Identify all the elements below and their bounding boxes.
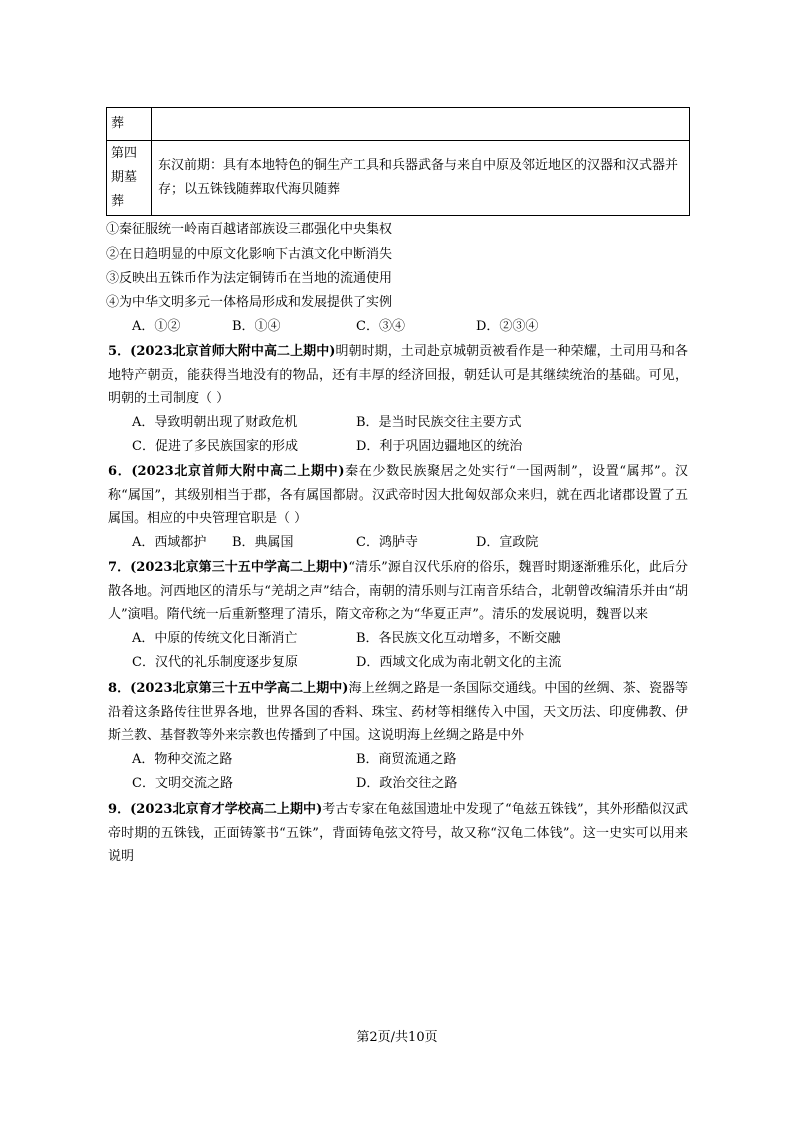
q8-option-d[interactable]: D．政治交往之路 — [356, 776, 458, 791]
tomb-period-table — [106, 107, 690, 216]
question-6 — [108, 460, 688, 531]
table-row — [107, 141, 690, 216]
question-7-text: “清乐”源自汉代乐府的俗乐，魏晋时期逐渐雅乐化，此后分散各地。河西地区的清乐与“羌胡之声”结合，南朝的清乐则与江南音乐结合，北朝曾改编清乐并由“胡人”演唱。隋代统一后重新整理了清乐，隋文帝称之为“华夏正声”。清乐的发展说明，魏晋以来 — [108, 560, 688, 623]
q7-option-c[interactable]: C．汉代的礼乐制度逐步复原 — [132, 655, 298, 670]
q7-option-d[interactable]: D．西域文化成为南北朝文化的主流 — [356, 655, 562, 670]
question-6-text: 秦在少数民族聚居之处实行“一国两制”，设置“属邦”。汉称“属国”，其级别相当于郡，各有属国都尉。汉武帝时因大批匈奴部众来归，就在西北诸郡设置了五属国。相应的中央管理官职是（ ） — [108, 464, 688, 527]
q4-option-b[interactable]: B．①④ — [232, 319, 281, 334]
question-9-source: 9．(2023北京育才学校高二上期中) — [108, 802, 323, 817]
q5-option-d[interactable]: D．利于巩固边疆地区的统治 — [356, 439, 523, 454]
question-6-source: 6．(2023北京首师大附中高二上期中) — [108, 464, 345, 479]
question-5 — [108, 340, 688, 411]
question-8 — [108, 677, 688, 748]
question-5-text: 明朝时期，土司赴京城朝贡被看作是一种荣耀，土司用马和各地特产朝贡，能获得当地没有的物品，还有丰厚的经济回报，朝廷认可是其继续统治的基础。可见，明朝的土司制度（ ） — [108, 344, 688, 407]
page-number: 第2页/共10页 — [356, 1030, 438, 1045]
question-7 — [108, 556, 688, 627]
q6-option-c[interactable]: C．鸿胪寺 — [356, 535, 418, 550]
q8-option-c[interactable]: C．文明交流之路 — [132, 776, 233, 791]
statement-4: ④为中华文明多元一体格局形成和发展提供了实例 — [106, 295, 393, 310]
period-label-cell: 第四期墓葬 — [107, 141, 152, 216]
q8-option-a[interactable]: A．物种交流之路 — [132, 752, 233, 767]
table-row — [107, 108, 690, 141]
question-8-source: 8．(2023北京第三十五中学高二上期中) — [108, 681, 349, 696]
question-8-text: 海上丝绸之路是一条国际交通线。中国的丝绸、茶、瓷器等沿着这条路传往世界各地，世界各国的香料、珠宝、药材等相继传入中国，天文历法、印度佛教、伊斯兰教、基督教等外来宗教也传播到了中国。这说明海上丝绸之路是中外 — [108, 681, 688, 744]
q6-option-b[interactable]: B．典属国 — [232, 535, 294, 550]
q6-option-a[interactable]: A．西域都护 — [132, 535, 207, 550]
q7-option-a[interactable]: A．中原的传统文化日渐消亡 — [132, 631, 298, 646]
q5-option-a[interactable]: A．导致明朝出现了财政危机 — [132, 415, 298, 430]
statement-2: ②在日趋明显的中原文化影响下古滇文化中断消失 — [106, 247, 393, 262]
q4-option-d[interactable]: D．②③④ — [476, 319, 539, 334]
q5-option-c[interactable]: C．促进了多民族国家的形成 — [132, 439, 298, 454]
period-content-cell: 东汉前期：具有本地特色的铜生产工具和兵器武备与来自中原及邻近地区的汉器和汉式器并存；以五铢钱随葬取代海贝随葬 — [152, 141, 690, 216]
period-label-cell: 葬 — [107, 108, 152, 141]
q5-option-b[interactable]: B．是当时民族交往主要方式 — [356, 415, 522, 430]
question-5-source: 5．(2023北京首师大附中高二上期中) — [108, 344, 336, 359]
question-9-text: 考古专家在龟兹国遗址中发现了“龟兹五铢钱”，其外形酷似汉武帝时期的五铢钱，正面铸篆书“五铢”，背面铸龟弦文符号，故又称“汉龟二体钱”。这一史实可以用来说明 — [108, 802, 689, 865]
q8-option-b[interactable]: B．商贸流通之路 — [356, 752, 457, 767]
question-7-source: 7．(2023北京第三十五中学高二上期中) — [108, 560, 349, 575]
q7-option-b[interactable]: B．各民族文化互动增多，不断交融 — [356, 631, 561, 646]
statement-1: ①秦征服统一岭南百越诸部族设三郡强化中央集权 — [106, 222, 393, 237]
q4-option-c[interactable]: C．③④ — [356, 319, 405, 334]
q4-option-a[interactable]: A．①② — [132, 319, 181, 334]
q6-option-d[interactable]: D．宣政院 — [476, 535, 539, 550]
period-content-cell — [152, 108, 690, 141]
statement-3: ③反映出五铢币作为法定铜铸币在当地的流通使用 — [106, 271, 393, 286]
question-9 — [108, 798, 688, 869]
